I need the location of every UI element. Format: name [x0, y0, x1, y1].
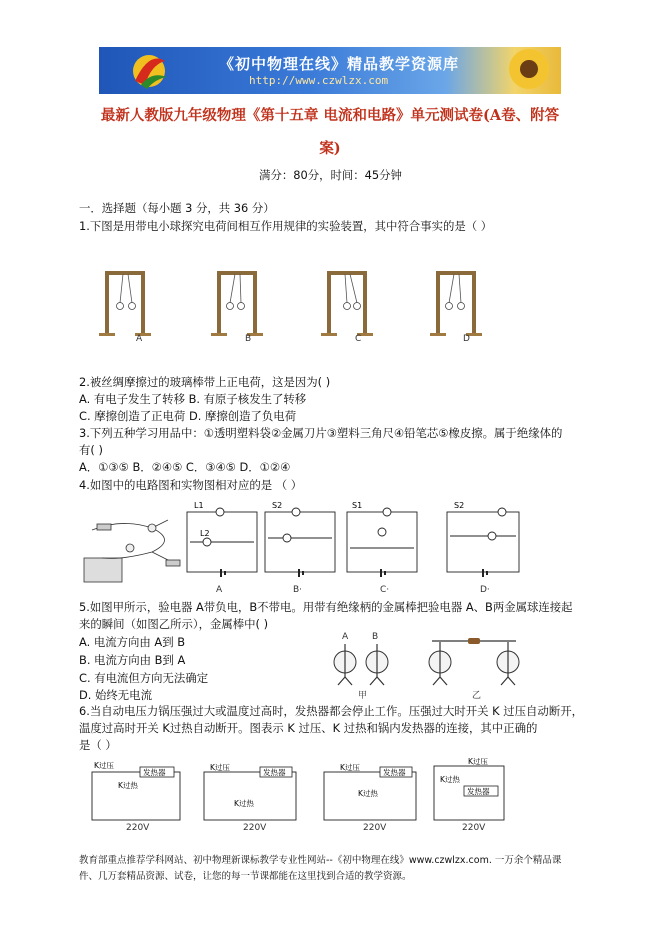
section-heading: 一．选择题（每小题 3 分，共 36 分） [79, 201, 275, 215]
q2-stem: 2.被丝绸摩擦过的玻璃棒带上正电荷，这是因为( ) [79, 375, 331, 389]
q4-part-label: S2 [272, 501, 283, 510]
q4-part-label: S2 [454, 501, 465, 510]
q3-options: A．①③⑤ B．②④⑤ C．③④⑤ D．①②④ [79, 460, 291, 474]
q4-part-label: L1 [194, 501, 204, 510]
q6-k-re-label: K过热 [234, 799, 254, 808]
q1-label-d: D [463, 334, 470, 344]
q4-figure [82, 500, 582, 590]
q6-stem-line3: 是（ ） [79, 738, 117, 752]
q2-option-ab: A. 有电子发生了转移 B. 有原子核发生了转移 [79, 392, 307, 406]
q5-electroscope-b: B [372, 632, 379, 642]
score-time: 满分：80分，时间：45分钟 [259, 168, 402, 182]
q5-figure [320, 632, 535, 694]
footer-line2: 件、几万套精品资源、试卷，让您的每一节课都能在这里找到合适的教学资源。 [79, 871, 412, 882]
footer-line1: 教育部重点推荐学科网站、初中物理新课标教学专业性网站--《初中物理在线》www.czwlzx.com. 一万余个精品课 [79, 855, 562, 866]
q4-physical-diagram [84, 520, 180, 582]
q4-label-c: C· [380, 585, 390, 595]
header-banner [99, 47, 561, 94]
q1-stem: 1.下图是用带电小球探究电荷间相互作用规律的实验装置，其中符合事实的是（ ） [79, 219, 493, 233]
q1-figure [95, 265, 515, 350]
q6-k-ya-label: K过压 [210, 763, 230, 772]
q6-figure [88, 758, 533, 828]
q3-stem-line1: 3.下列五种学习用品中：①透明塑料袋②金属刀片③塑料三角尺④铅笔芯⑤橡皮擦。属于绝缘体的 [79, 426, 563, 440]
q6-k-re-label: K过热 [440, 775, 460, 784]
q6-k-re-label: K过热 [118, 781, 138, 790]
logo-icon [121, 51, 181, 91]
banner-title: 《初中物理在线》精品教学资源库 [219, 55, 460, 73]
q6-k-ya-label: K过压 [468, 758, 488, 766]
q6-voltage-d: 220V [462, 823, 486, 833]
q6-k-ya-label: K过压 [94, 761, 114, 770]
q6-k-re-label: K过热 [358, 789, 378, 798]
q4-part-label: L2 [200, 529, 210, 538]
q4-stem: 4.如图中的电路图和实物图相对应的是 （ ） [79, 478, 303, 492]
q2-option-cd: C. 摩擦创造了正电荷 D. 摩擦创造了负电荷 [79, 409, 297, 423]
q6-k-ya-label: K过压 [340, 763, 360, 772]
q5-option-b: B. 电流方向由 B到 A [79, 653, 186, 667]
q5-stem-line2: 来的瞬间（如图乙所示），金属棒中( ) [79, 617, 269, 631]
q6-heater-label: 发热器 [383, 768, 406, 777]
q5-option-a: A. 电流方向由 A到 B [79, 635, 186, 649]
document-title-line1: 最新人教版九年级物理《第十五章 电流和电路》单元测试卷(A卷、附答 [100, 107, 560, 124]
q6-heater-label: 发热器 [467, 787, 490, 796]
q5-electroscope-a: A [342, 632, 349, 642]
q6-voltage-b: 220V [243, 823, 267, 833]
q6-voltage-a: 220V [126, 823, 150, 833]
q5-option-c: C. 有电流但方向无法确定 [79, 671, 209, 685]
document-title-line2: 案) [319, 140, 341, 157]
q6-heater-label: 发热器 [143, 768, 166, 777]
q4-label-d: D· [480, 585, 490, 595]
q1-label-c: C [355, 334, 362, 344]
banner-url: http://www.czwlzx.com [249, 74, 389, 87]
q5-label-jia: 甲 [358, 691, 368, 701]
q1-label-a: A [136, 334, 143, 344]
q4-label-b: B· [293, 585, 303, 595]
q5-option-d: D. 始终无电流 [79, 688, 152, 702]
q6-stem-line2: 温度过高时开关 K过热自动断开。图表示 K 过压、K 过热和锅内发热器的连接，其中正确的 [79, 721, 538, 735]
q5-label-yi: 乙 [472, 691, 482, 701]
q5-stem-line1: 5.如图甲所示，验电器 A带负电，B不带电。用带有绝缘柄的金属棒把验电器 A、B两金属球连接起 [79, 600, 573, 614]
q4-label-a: A [216, 585, 223, 595]
q6-heater-label: 发热器 [263, 768, 286, 777]
q3-stem-line2: 有( ) [79, 443, 103, 457]
q1-label-b: B [245, 334, 252, 344]
q6-voltage-c: 220V [363, 823, 387, 833]
q6-stem-line1: 6.当自动电压力锅压强过大或温度过高时，发热器都会停止工作。压强过大时开关 K 过压自动断开， [79, 704, 583, 718]
sunflower-icon [494, 47, 561, 94]
q4-part-label: S1 [352, 501, 363, 510]
